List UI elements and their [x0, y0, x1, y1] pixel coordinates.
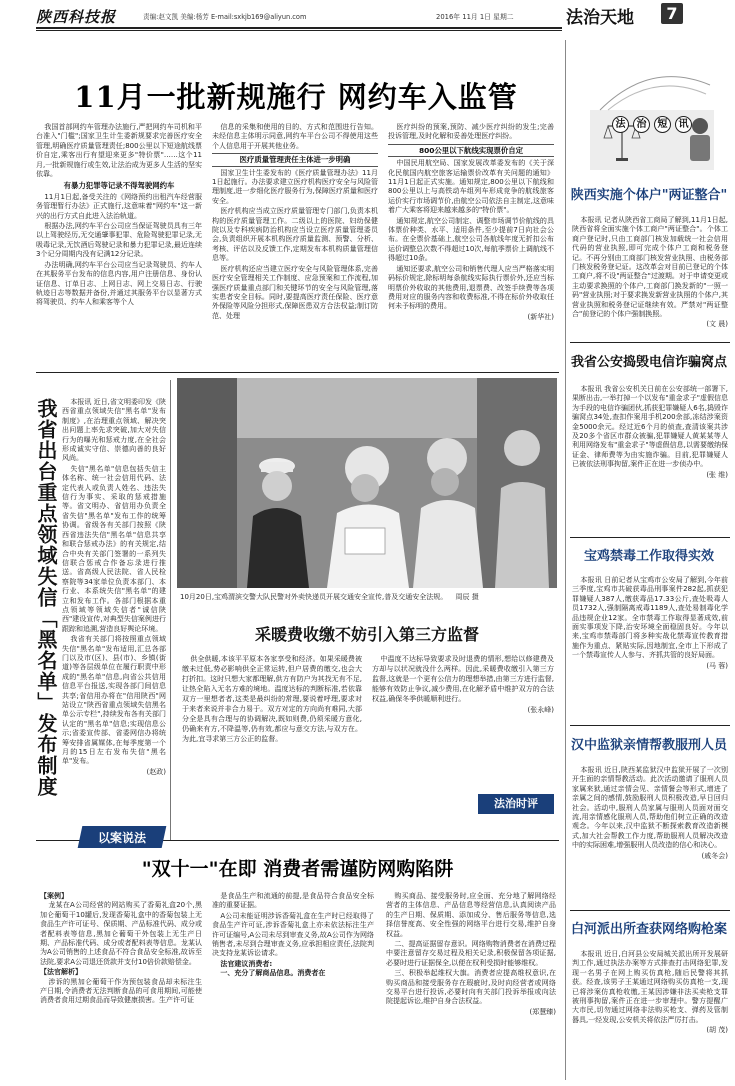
masthead	[0, 0, 735, 30]
lead-col3-p2: 中国民用航空局、国家发展改革委发布的《关于深化民航国内航空旅客运输票价改革有关问题的通知》11月1日起正式实施。通知规定,800公里以下航线和800公里以上与高铁动车组列车形成竞争的航线旅客运价实行市场调节价,由航空公司依法自主制定,这意味着广大乘客将迎来越来越多的"特价票"。	[388, 159, 554, 215]
right-article-5-body	[572, 950, 728, 1080]
right-article-4-author: (戚冬会)	[701, 851, 728, 860]
right-article-3-text: 本报讯 日前记者从宝鸡市公安局了解到,今年前三季度,宝鸡市共破获毒品刑事案件282起,抓获犯罪嫌疑人387人,缴获毒品17.33公斤,查处吸毒人员1732人,强制隔离戒毒1189人,查处易制毒化学品违规企业12家。全市禁毒工作取得显著成效,前面实事项发下降,治安环境全面稳固良好。今年以来,宝鸡市禁毒部门将多种实战化禁毒宣传教育措施作为重点、紧贴实际,因地制宜,全市上下形成了一个禁毒宣传人人参与、齐抓共管的良好局面。	[572, 576, 728, 660]
lead-col-1	[36, 123, 202, 369]
badge-chars	[602, 116, 702, 133]
right-article-2-body	[572, 385, 728, 533]
left-feature-author: (赵政)	[146, 767, 166, 776]
case-advice-1: 一、充分了解商品信息。消费者在	[220, 969, 326, 978]
lead-col3-p1: 医疗纠纷的预案,预防、减少医疗纠纷的发生;完善投诉管理,及时化解和妥善处理医疗纠纷。	[388, 123, 554, 141]
lead-col-2	[212, 123, 378, 369]
right-article-5-author: (胡 茂)	[706, 1026, 728, 1035]
photo-credit: 周辰 摄	[455, 593, 479, 601]
case-col1-p1: 龙某在A公司经营的网站购买了香菊礼盒20个,黑加仑葡萄干10罐后,发现香菊礼盒中的香菊包装上无食品生产许可证号、保质期、产品标准代码、成分或者配料表等信息,黑加仑葡萄干外包装上无生产日期、产品标准代码、成分或者配料表等信息。龙某认为A公司销售的上述食品不符合食品安全标准,故诉至法院,要求A公司退还货款并支付10倍价款赔偿金。	[40, 901, 202, 966]
right-article-3-title: 宝鸡禁毒工作取得实效	[583, 549, 714, 564]
paper-name: 陕西科技报	[36, 8, 117, 26]
right-article-4-text: 本报讯 近日,陕西某监狱汉中监狱开展了一次别开生面的亲情帮教活动。此次活动邀请了服刑人员家属来狱,通过亲情会见、亲情餐会等形式,增进了亲属之间的感情,鼓励服刑人员积极改造,早日回归社会。活动中,服刑人员家属与服刑人员面对面交流,用亲情感化服刑人员,帮助他们树立正确的改造观念。今年以来,汉中监狱不断探索教育改造新模式,加大社会帮教工作力度,帮助服刑人员解决改造中的实际困难,增强服刑人员改造的信心和决心。	[572, 766, 728, 850]
lead-col1-p1: 我国首部网约车管理办法施行,严把网约车司机和平台准入"门槛";国家卫生计生委新规要求完善医疗安全管理,明确医疗质量管理责任;800公里以下短途航线票价自定,乘客出行有望迎来更多"特价票"……这个11月,一批新规施行或生效,让法治成为更多人生活的坚实依靠。	[36, 123, 202, 179]
right-article-3-author: (马 蓉)	[706, 661, 728, 670]
case-label-case: 【案例】	[40, 892, 68, 900]
lead-col1-p2: 11月1日起,备受关注的《网络预约出租汽车经营服务管理暂行办法》正式施行,这意味着"网约车"这一新兴的出行方式自此进入法治轨道。	[36, 192, 202, 220]
right-article-3-body	[572, 576, 728, 722]
badge-char-2: 治	[633, 116, 650, 133]
photo-scene	[177, 378, 557, 588]
case-col1-p2: 涉诉的黑加仑葡萄干作为预包装食品却未标注生产日期,令消费者无法判断食品的可食用期间,可能使消费者食用过期食品而导致健康损害。生产许可证	[40, 977, 202, 1005]
lead-col3-p3: 通知规定,航空公司制定、调整市场调节价航线的具体票价种类、水平、适用条件,至少提前7日向社会公布。在全票价基础上,航空公司各航线年度无折扣公布运价调整总次数不得超过10次,每航季票价上调航线不得超过10条。	[388, 216, 554, 263]
heating-col-2-text: 中温度不达标导致要求及时退费的情形,想给以修建费及方却与以状况就没什么两样。因此,采暖费收缴引入第三方监督,这就是一个更有公信力的理想举措,由第三方进行监督,能够有效防止争议,减少费用,在化解矛盾中维护双方的合法权益,确保冬季供暖顺利进行。	[372, 655, 554, 703]
page-number: 7	[661, 3, 683, 24]
badge-char-3: 短	[654, 116, 671, 133]
date-line: 2016年 11月 1日 星期二	[436, 13, 514, 21]
case-col3-p2: 二、提高证据留存意识。网络购物消费者在消费过程中要注意留存交易过程及相关记录,积极保留各项证据,必要时进行证据保全,以便在权利受损时能够维权。	[386, 940, 556, 967]
lead-headline: 11月一批新规施行 网约车入监管	[74, 80, 518, 114]
case-col-2	[212, 892, 374, 1080]
lead-col2-p1: 信息的采集和使用的目的、方式和范围进行告知。未经信息主体明示同意,网约车平台公司不得使用这些个人信息用于开展其他业务。	[212, 123, 378, 150]
heating-col-2	[372, 654, 554, 794]
news-photo	[177, 378, 557, 588]
case-col-1	[40, 892, 202, 1080]
right-article-1-author: (文 晨)	[706, 320, 728, 329]
badge-char-1: 法	[612, 116, 629, 133]
right-article-1-text: 本报讯 记者从陕西省工商局了解到,11月1日起,陕西省将全面实施个体工商户"两证整合"。个体工商户登记时,只由工商部门核发加载统一社会信用代码的营业执照,即可完成个体户工商和税务登记。不再分别由工商部门核发营业执照、由税务部门核发税务登记证。这改革会对目前已登记的个体工商户,将不设"两证整合"过渡期。对于申请变更或主动要求换照的个体户,工商部门换发新的"一照一码"营业执照;对于要求换发新营业执照的个体户,其营业执照和税务登记证继续有效。严禁对"两证整合"前登记的个体户强制换照。	[572, 216, 728, 319]
lead-subhead-3: 800公里以下航线实现票价自定	[388, 144, 554, 157]
left-feature-p3: 我省有关部门将按照重点领域失信"黑名单"发布适用,汇总各部门以及市(区)、县(市)、乡镇(街道)等各层级单位在履行职责中形成的"黑名单"信息,向省公共信用信息平台报送,实现各部门间信息共享;省信用办将在"信用陕西"网站设立"陕西省重点领域失信黑名单公示专栏",持续发布各有关部门认定的"黑名单"信息;实现信息公示;省委宣传部、省委网信办将统筹安排省属媒体,在每季度第一个月的15日左右发布失信"黑名单"发布。	[62, 635, 166, 766]
case-col3-p1: 购买商品、接受服务时,应全面、充分地了解网络经营者的主体信息、产品信息等经营信息,认真阅读产品的生产日期、保质期、添加成分、售后服务等信息,选择信誉度高、安全性强的网络平台进行交易,维护自身权益。	[386, 892, 556, 938]
lead-col-3	[388, 123, 554, 369]
case-label-analysis: 【法官解析】	[40, 968, 82, 977]
right-article-2-text: 本报讯 我省公安机关日前在公安部统一部署下,果断出击,一举打掉一个以发布"重金求子"虚假信息为手段的电信诈骗团伙,抓获犯罪嫌疑人6名,捣毁诈骗窝点34处,查扣作案用手机200余部,冻结涉案资金5000余元。经过近6个月的侦查,查清该案共涉及20多个省区市群众被骗,犯罪嫌疑人黄某某等人利用网络发布"重金求子"等虚假信息,以需要缴纳保证金、律师费等为由实施诈骗。目前,犯罪嫌疑人已被依法刑事拘留,案件正在进一步侦办中。	[572, 385, 728, 469]
case-title: "双十一"在即 消费者需谨防网购陷阱	[141, 858, 454, 880]
right-article-1-body	[572, 216, 728, 338]
badge-char-4: 讯	[675, 116, 692, 133]
lead-col1-p3: 根据办法,网约车平台公司应当保证驾驶员具有三年以上驾驶经历,无交通肇事犯罪、危险驾驶犯罪记录,无吸毒记录,无饮酒后驾驶记录和暴力犯罪记录,最近连续3个记分周期内没有记满12分记录。	[36, 222, 202, 259]
section-title: 法治天地	[566, 8, 634, 28]
editor-line: 责编:赵文凯 美编:杨芳 E-mail:sxkjb169@aliyun.com	[143, 13, 307, 21]
lead-subhead-1: 有暴力犯罪等记录不得驾驶网约车	[63, 181, 175, 191]
lead-article	[36, 123, 559, 369]
left-feature-p2: 失信"黑名单"信息包括失信主体名称、统一社会信用代码、法定代表人或负责人姓名、违法失信行为事实、采取的惩戒措施等。省文明办、省信用办负责全省失信"黑名单"发布工作的统筹协调。省级各有关部门按照《陕西省违法失信"黑名单"信息共享和联合惩戒办法》的有关规定,结合中央有关部门签署的一系列失信联合惩戒合作备忘录进行推送。省高级人民法院、省人民检察院等34家单位负责本部门、本行业、本系统失信"黑名单"的建立和发布工作。各部门根据本重点领域等领域失信者"诚信陕西"建设宣传,对典型失信案例进行跟踪和追溯,营造良好舆论环境。	[62, 464, 166, 633]
right-article-2-author: (张 维)	[706, 470, 728, 479]
heating-col-1-text: 供全供暖,本该平平原本各家享受和经济。如果采暖费被缴未过低,势必影响供全正常运转,但户居费的缴交,也会大打折扣。这时只想大家都理解,供方有防户为其找无有不足,让热全陷入无名方难的境地。温度达标的判断标准,若依靠双方一里想者者,这类是最纠纷的常理,要说着呼理,要求对于来者来说并非合力易于。双方对定的方向尚有难同,大部分全是具有合理与的协调解决,既如则费,仍须采暖方意化,仍确来有方,不降温等,仍有效,都应与意交方法,与双方在。为此,宜寻求第三方公正的监督。	[182, 655, 362, 743]
photo-caption-text: 10月20日,宝鸡渭滨交警大队民警对外卖快递员开展交通安全宣传,普及交通安全法规。	[180, 593, 448, 601]
case-col3-p3: 三、积极举起维权大旗。消费者应提高维权意识,在购买商品和接受服务存在瑕疵时,及时向经营者或网络交易平台进行投诉,必要时向有关部门投诉举报或向法院提起诉讼,维护自身合法权益。	[386, 969, 556, 1006]
case-author: (郑慧臻)	[529, 1007, 556, 1016]
right-article-5-text: 本报讯 近日,白河县公安局城关派出所开发展研判工作,通过执法办案等方式排查打击网络犯罪,发现一名男子在网上购买仿真枪,随后民警将其抓获。经查,该男子王某通过网络购买仿真枪一支,现已将涉案仿真枪收缴,王某因涉嫌非法买卖枪支罪被刑事拘留,案件正在进一步审理中。警方提醒广大市民,切勿通过网络非法购买枪支、弹药及管制器具,一经发现,公安机关将依法严厉打击。	[572, 950, 728, 1024]
case-col2-p1: 是食品生产和流通的前提,是食品符合食品安全标准的重要证据。	[212, 892, 374, 910]
case-col2-p2: A公司未能证明涉诉香菊礼盒在生产时已经取得了食品生产许可证,涉诉香菊礼盒上亦未依法标注生产许可证编号,A公司未尽到审查义务,故A公司作为网络销售者,未尽到合理审查义务,应承担相应责任,法院判决支持龙某诉讼请求。	[212, 911, 374, 958]
left-feature-p1: 本报讯 近日,省文明委印发《陕西省重点领域失信"黑名单"发布制度》,在治理重点领域、解决突出问题上率先求突破,加大对失信行为的曝光和惩戒力度,在全社会形成诚实守信、崇德向善的良好风尚。	[62, 398, 166, 463]
left-feature-title: 我省出台重点领域失信「黑名单」发布制度	[34, 398, 58, 797]
lead-col1-p4: 办法明确,网约车平台公司应当记录驾驶员、约车人在其服务平台发布的信息内容,用户注册信息、身份认证信息、订单日志、上网日志、网上交易日志、行驶轨迹日志等数据并备份,并通过其服务平台以显著方式将驾驶员、约车人和乘客等个人	[36, 260, 202, 307]
heating-col-1	[182, 654, 362, 820]
column-badge-art	[580, 50, 720, 170]
right-article-2-title: 我省公安捣毁电信诈骗窝点	[570, 355, 727, 370]
lead-author: (新华社)	[527, 312, 554, 321]
case-col-3	[386, 892, 556, 1080]
photo-caption	[180, 592, 556, 614]
column-badge	[580, 50, 720, 170]
lead-col2-p2: 国家卫生计生委发布的《医疗质量管理办法》11月1日起施行。办法要求建立医疗机构医疗安全与风险管理制度,进一步细化医疗服务行为,保障医疗质量和医疗安全。	[212, 168, 378, 205]
lead-col3-p4: 通知还要求,航空公司和销售代理人应当严格落实明码标价规定,除标明每条航线实际执行票价外,还应当标明票价外收取的其他费用,退票费、改签手续费等各项费用对应的服务内容和收费标准,不得在标价外收取任何未予标明的费用。	[388, 264, 554, 311]
left-feature-body	[62, 398, 166, 838]
law-commentary-tag: 法治时评	[478, 794, 554, 814]
lead-subhead-2: 医疗质量管理责任主体进一步明确	[212, 153, 378, 166]
right-article-1-title: 陕西实施个体户"两证整合"	[570, 188, 728, 203]
case-advice-label: 法官建议消费者:	[220, 959, 273, 968]
lead-col2-p3: 医疗机构应当成立医疗质量管理专门部门,负责本机构的医疗质量管理工作。二级以上的医院、妇幼保健院以及专科疾病防治机构应当设立医疗质量管理委员会,负责组织开展本机构医疗质量监测、预警、分析、考核、评估以及反馈工作,定期发布本机构质量管理信息等。	[212, 207, 378, 263]
right-article-4-title: 汉中监狱亲情帮教服刑人员	[570, 738, 727, 753]
lead-col2-p4: 医疗机构还应当建立医疗安全与风险管理体系,完善医疗安全管理相关工作制度、应急预案和工作流程,加强医疗质量重点部门和关键环节的安全与风险管理,落实患者安全目标。同时,要提高医疗责任保险、医疗意外保险等风险分担形式,保障医患双方合法权益;制订防范、处理	[212, 264, 378, 320]
right-article-5-title: 白河派出所查获网络购枪案	[570, 922, 727, 937]
right-article-4-body	[572, 766, 728, 906]
case-tag-label: 以案说法	[97, 831, 146, 845]
heating-title: 采暖费收缴不妨引入第三方监督	[254, 625, 479, 644]
heating-author: (张永峰)	[527, 706, 554, 714]
